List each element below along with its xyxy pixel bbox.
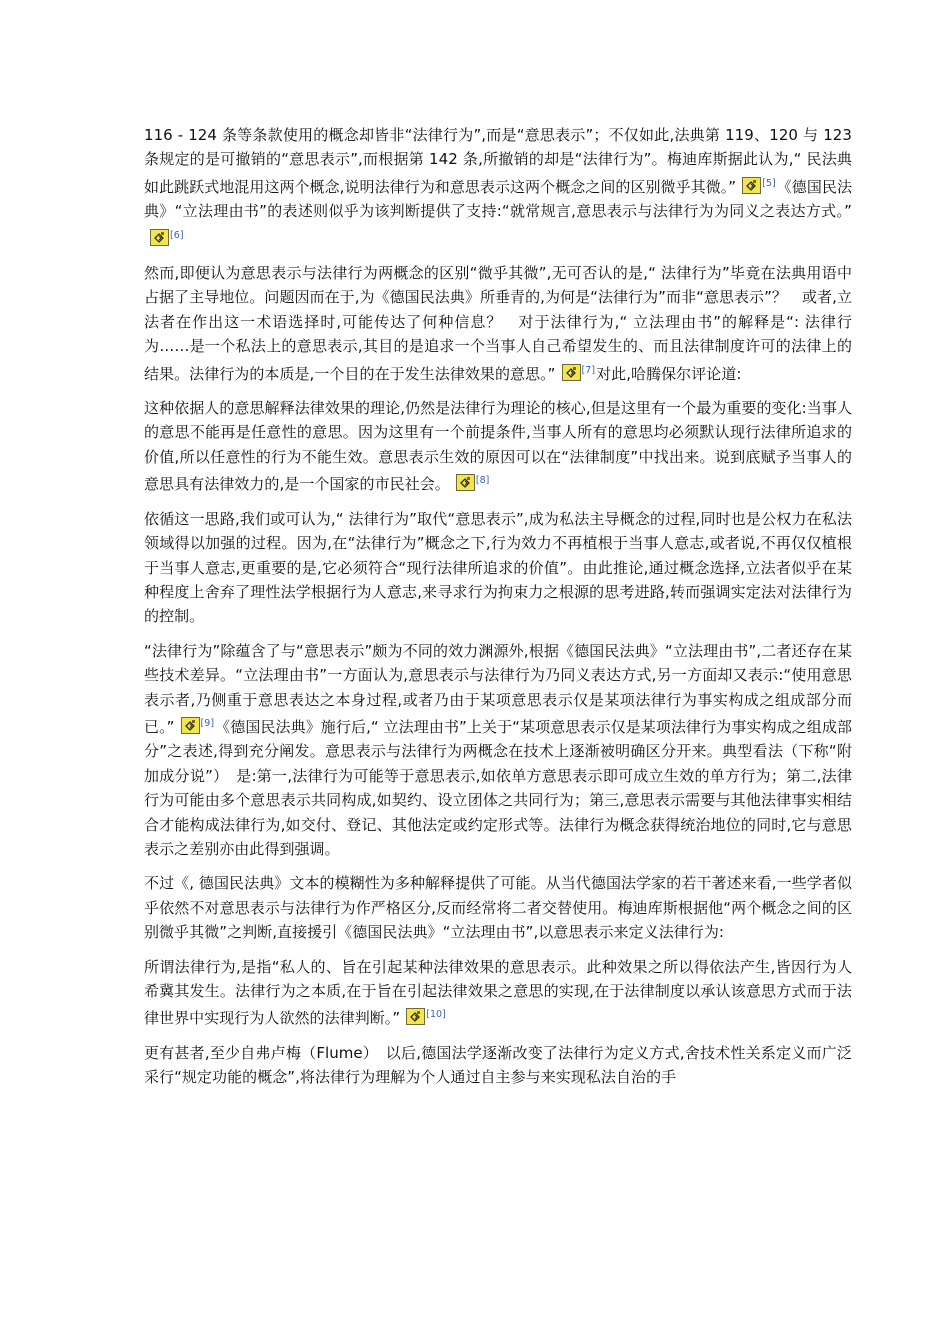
footnote-link-icon[interactable] (181, 717, 200, 734)
footnote-8[interactable] (456, 469, 490, 496)
paragraph-2-text-2: 对此,哈腾保尔评论道: (596, 364, 742, 383)
footnote-link-icon[interactable] (150, 229, 169, 246)
paragraph-8 (144, 1041, 852, 1090)
paragraph-6-text-1: 不过《, 德国民法典》文本的模糊性为多种解释提供了可能。从当代德国法学家的若干著述来看,一些学者似乎依然不对意思表示与法律行为作严格区分,反而经常将二者交替使用。梅迪库斯根据他“两个概念之间的区别微乎其微”之判断,直接援引《德国民法典》“立法理由书”,以意思表示来定义法律行为: (144, 874, 852, 942)
footnote-7[interactable] (562, 359, 596, 386)
footnote-link-icon[interactable] (456, 474, 475, 491)
paragraph-1 (144, 123, 852, 251)
footnote-5[interactable] (742, 172, 776, 199)
footnote-link-icon[interactable] (742, 177, 761, 194)
footnote-6[interactable] (150, 224, 184, 251)
paragraph-3-text-1: 这种依据人的意思解释法律效果的理论,仍然是法律行为理论的核心,但是这里有一个最为重要的变化:当事人的意思不能再是任意性的意思。因为这里有一个前提条件,当事人所有的意思均必须默认现行法律所追求的价值,所以任意性的行为不能生效。意思表示生效的原因可以在“法律制度”中找出来。说到底赋予当事人的意思具有法律效力的,是一个国家的市民社会。 (144, 399, 852, 494)
paragraph-8-text-1: 更有甚者,至少自弗卢梅（Flume） 以后,德国法学逐渐改变了法律行为定义方式,舍技术性关系定义而广泛采行“规定功能的概念”,将法律行为理解为个人通过自主参与来实现私法自治的手 (144, 1043, 852, 1087)
footnote-ref-7[interactable]: [7] (581, 364, 596, 376)
paragraph-5-text-1: “法律行为”除蕴含了与“意思表示”颇为不同的效力渊源外,根据《德国民法典》“立法理由书”,二者还存在某些技术差异。“立法理由书”一方面认为,意思表示与法律行为乃同义表达方式,另一方面却又表示:“使用意思表示者,乃侧重于意思表达之本身过程,或者乃由于某项意思表示仅是某项法律行为事实构成之组成部分而已。” (144, 641, 852, 736)
footnote-link-icon[interactable] (406, 1008, 425, 1025)
paragraph-2 (144, 261, 852, 386)
footnote-ref-9[interactable]: [9] (200, 717, 215, 729)
footnote-9[interactable] (181, 712, 215, 739)
paragraph-3 (144, 396, 852, 497)
document-page (144, 123, 852, 1100)
paragraph-6 (144, 871, 852, 944)
footnote-ref-10[interactable]: [10] (426, 1009, 446, 1021)
paragraph-2-text-1: 然而,即便认为意思表示与法律行为两概念的区别“微乎其微”,无可否认的是,“ 法律行为”毕竟在法典用语中占据了主导地位。问题因而在于,为《德国民法典》所垂青的,为何是“法律行为”而非“意思表示”？ 或者,立法者在作出这一术语选择时,可能传达了何种信息？ 对于法律行为,“ 立法理由书”的解释是“: 法律行为……是一个私法上的意思表示,其目的是追求一个当事人自己希望发生的、而且法律制度许可的法律上的结果。法律行为的本质是,一个目的在于发生法律效果的意思。” (144, 264, 852, 383)
paragraph-7-text-1: 所谓法律行为,是指“私人的、旨在引起某种法律效果的意思表示。此种效果之所以得依法产生,皆因行为人希冀其发生。法律行为之本质,在于旨在引起法律效果之意思的实现,在于法律制度以承认该意思方式而于法律世界中实现行为人欲然的法律判断。” (144, 957, 852, 1028)
paragraph-1-text-2: 《德国民法典》“立法理由书”的表述则似乎为该判断提供了支持:“就常规言,意思表示与法律行为为同义之表达方式。” (144, 177, 852, 221)
footnote-ref-8[interactable]: [8] (475, 475, 490, 487)
paragraph-4-text-1: 依循这一思路,我们或可认为,“ 法律行为”取代“意思表示”,成为私法主导概念的过程,同时也是公权力在私法领域得以加强的过程。因为,在“法律行为”概念之下,行为效力不再植根于当事人意志,或者说,不再仅仅植根于当事人意志,更重要的是,它必须符合“现行法律所追求的价值”。由此推论,通过概念选择,立法者似乎在某种程度上舍弃了理性法学根据行为人意志,来寻求行为拘束力之根源的思考进路,转而强调实定法对法律行为的控制。 (144, 509, 852, 626)
paragraph-4 (144, 507, 852, 629)
paragraph-1-text-1: 116 - 124 条等条款使用的概念却皆非“法律行为”,而是“意思表示”；不仅如此,法典第 119、120 与 123 条规定的是可撤销的“意思表示”,而根据第 142 条,所撤销的却是“法律行为”。梅迪库斯据此认为,“ 民法典如此跳跃式地混用这两个概念,说明法律行为和意思表示这两个概念之间的区别微乎其微。” (144, 126, 852, 196)
paragraph-7 (144, 955, 852, 1031)
paragraph-5-text-2: 《德国民法典》施行后,“ 立法理由书”上关于“某项意思表示仅是某项法律行为事实构成之组成部分”之表述,得到充分阐发。意思表示与法律行为两概念在技术上逐渐被明确区分开来。典型看法（下称“附加成分说”） 是:第一,法律行为可能等于意思表示,如依单方意思表示即可成立生效的单方行为；第二,法律行为可能由多个意思表示共同构成,如契约、设立团体之共同行为；第三,意思表示需要与其他法律事实相结合才能构成法律行为,如交付、登记、其他法定或约定形式等。法律行为概念获得统治地位的同时,它与意思表示之差别亦由此得到强调。 (144, 717, 853, 858)
footnote-ref-6[interactable]: [6] (170, 229, 184, 241)
footnote-10[interactable] (406, 1003, 446, 1030)
footnote-link-icon[interactable] (562, 364, 581, 381)
footnote-ref-5[interactable]: [5] (762, 177, 776, 189)
paragraph-5 (144, 639, 852, 862)
